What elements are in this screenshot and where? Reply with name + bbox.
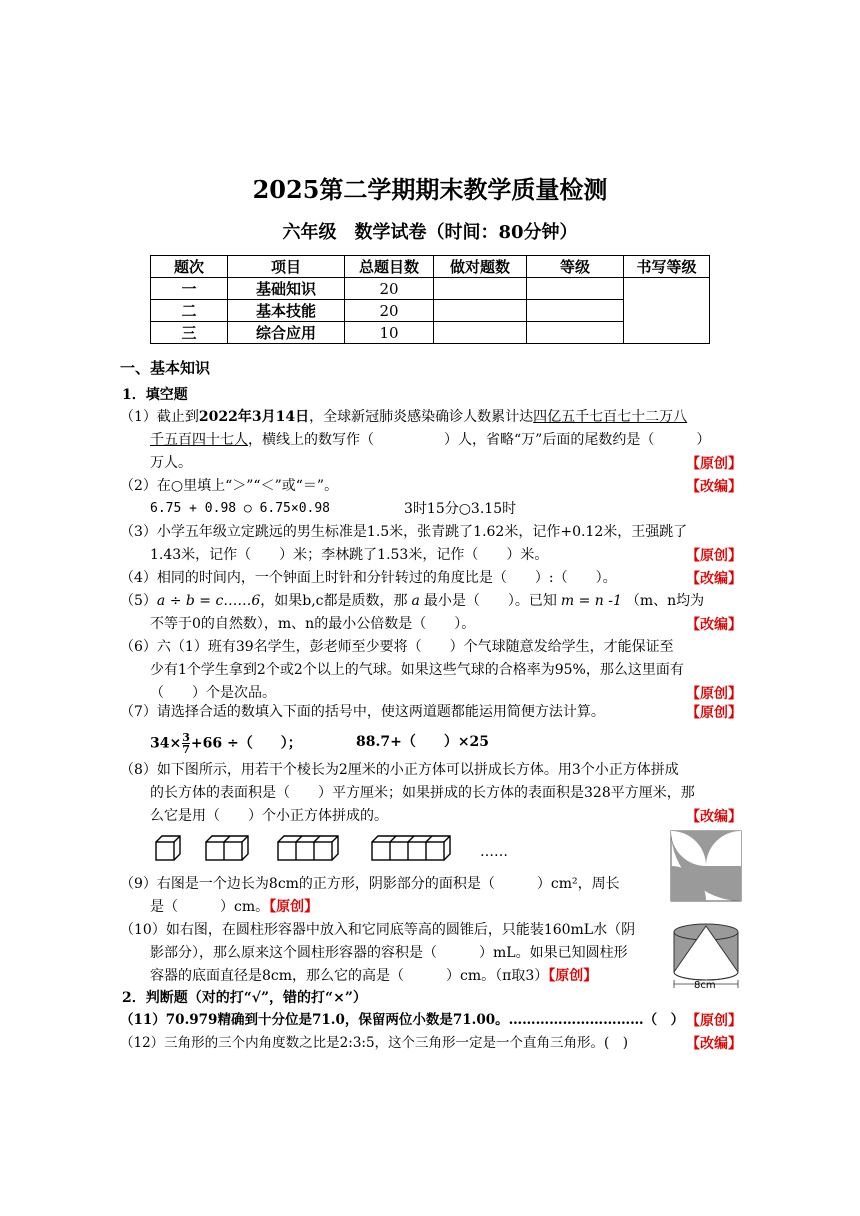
correct-cell[interactable]: [434, 278, 527, 300]
q1-date: 2022年3月14日: [198, 409, 310, 425]
cube-figures: [150, 832, 470, 862]
q8-line3: 么它是用（ ）个小正方体拼成的。: [150, 808, 388, 824]
correct-cell[interactable]: [434, 322, 527, 344]
grade-cell[interactable]: [527, 322, 624, 344]
q7-expr-part: 34×: [150, 735, 182, 752]
q7-tag: 【原创】: [686, 705, 742, 721]
writing-grade-cell[interactable]: [624, 278, 710, 344]
q6-line3: （ ）个是次品。: [150, 685, 276, 701]
exam-subtitle: 六年级 数学试卷（时间：80分钟）: [282, 222, 578, 243]
q10-text: 容器的底面直径是8cm，那么它的高是（ ）cm。（π取3）: [150, 968, 549, 984]
q5-line1: [120, 591, 704, 611]
q5-text: （5）: [120, 593, 157, 609]
score-table-header: [151, 256, 710, 278]
q1-tag: 【原创】: [686, 456, 742, 472]
q5-expr: m = n -1: [560, 593, 622, 609]
header-cell: 等级: [527, 256, 624, 278]
q8-tag: 【改编】: [686, 809, 742, 825]
square-shaded-figure: [670, 830, 742, 904]
section-heading: 一、基本知识: [120, 359, 211, 377]
q8-line2: 的长方体的表面积是（ ）平方厘米；如果拼成的长方体的表面积是328平方厘米，那: [150, 785, 695, 801]
q4-line1: （4）相同的时间内，一个钟面上时针和分针转过的角度比是（ ）:（ ）。: [120, 570, 617, 586]
q2-line1: （2）在○里填上“＞”“＜”或“＝”。: [120, 478, 339, 494]
q6-line1: （6）六（1）班有39名学生，彭老师至少要将（ ）个气球随意发给学生，才能保证至: [120, 639, 674, 655]
q5-tag: 【改编】: [686, 617, 742, 633]
q11-line1: （11）70.979精确到十分位是71.0，保留两位小数是71.00。…………………………（ ）: [120, 1012, 685, 1028]
q6-tag: 【原创】: [686, 686, 742, 702]
grade-cell[interactable]: [527, 300, 624, 322]
header-cell: 项目: [228, 256, 345, 278]
cube-row-1: [156, 836, 180, 860]
cylinder-diameter-label: 8cm: [694, 980, 716, 991]
subsection-true-false: 2．判断题（对的打“√”，错的打“×”）: [122, 990, 367, 1006]
row-num: 一: [151, 278, 228, 300]
row-total: 20: [345, 300, 434, 322]
q2-line2a: 6.75 + 0.98 ○ 6.75×0.98: [150, 501, 331, 516]
q8-line1: （8）如下图所示，用若干个棱长为2厘米的小正方体可以拼成长方体。用3个小正方体拼成: [120, 762, 679, 778]
q5-text: ，如果b,c都是质数，那: [260, 593, 408, 609]
exam-title: 2025第二学期期末教学质量检测: [252, 175, 608, 204]
q7-expr-part: +66 ÷（ ）；: [190, 735, 302, 752]
cube-row-2: [206, 836, 248, 860]
q1-line2: [150, 430, 710, 450]
cube-ellipsis: ……: [480, 844, 508, 860]
q10-line1: （10）如右图，在圆柱形容器中放入和它同底等高的圆锥后，只能装160mL水（阴: [120, 922, 636, 938]
q4-tag: 【改编】: [686, 571, 742, 587]
q1-line1: [120, 407, 687, 427]
row-total: 20: [345, 278, 434, 300]
q6-line2: 少有1个学生拿到2个或2个以上的气球。如果这些气球的合格率为95%，那么这里面有: [150, 662, 684, 678]
q1-line3: 万人。: [150, 455, 192, 471]
q7-expression2: 88.7+（ ）×25: [356, 734, 490, 750]
row-item: 基础知识: [228, 278, 345, 300]
header-cell: 做对题数: [434, 256, 527, 278]
q5-text: （m、n均为: [625, 593, 705, 609]
q5-line2: 不等于0的自然数），m、n的最小公倍数是（ ）。: [150, 616, 476, 632]
grade-cell[interactable]: [527, 278, 624, 300]
subsection-fill-blank: 1．填空题: [122, 387, 188, 403]
q1-text: ，全球新冠肺炎感染确诊人数累计达: [309, 409, 534, 425]
fraction-denominator: 7: [182, 743, 190, 756]
q7-expression1: [150, 732, 302, 755]
q9-tag: 【原创】: [269, 899, 319, 915]
correct-cell[interactable]: [434, 300, 527, 322]
row-num: 三: [151, 322, 228, 344]
q1-text: ，横线上的数写作（ ）人，省略“万”后面的尾数约是（ ）: [248, 432, 711, 448]
q10-tag: 【原创】: [548, 968, 598, 984]
header-cell: 题次: [151, 256, 228, 278]
row-total: 10: [345, 322, 434, 344]
q9-line1: （9）右图是一个边长为8cm的正方形，阴影部分的面积是（ ）cm²，周长: [120, 876, 620, 892]
header-cell: 总题目数: [345, 256, 434, 278]
q5-text: 最小是（ ）。已知: [423, 593, 557, 609]
q1-text: （1）截止到: [120, 409, 199, 425]
fraction: [182, 732, 190, 755]
q10-line2: 影部分），那么原来这个圆柱形容器的容积是（ ）mL。如果已知圆柱形: [150, 945, 628, 961]
cube-row-4: [372, 836, 450, 860]
q2-tag: 【改编】: [686, 479, 742, 495]
q2-line2b: 3时15分○3.15时: [404, 501, 517, 517]
q3-line2: 1.43米，记作（ ）米；李林跳了1.53米，记作（ ）米。: [150, 547, 549, 563]
row-item: 基本技能: [228, 300, 345, 322]
q3-tag: 【原创】: [686, 548, 742, 564]
q5-var: a: [411, 593, 420, 609]
q1-underlined-number: 四亿五千七百七十二万八: [533, 409, 688, 425]
cube-row-3: [278, 836, 338, 860]
q7-line1: （7）请选择合适的数填入下面的括号中，使这两道题都能运用简便方法计算。: [120, 704, 605, 720]
q12-tag: 【改编】: [686, 1036, 742, 1052]
q11-tag: 【原创】: [686, 1013, 742, 1029]
score-table: [150, 255, 710, 344]
q12-line1: （12）三角形的三个内角度数之比是2:3:5，这个三角形一定是一个直角三角形。( ): [120, 1035, 629, 1051]
q1-underlined-number: 千五百四十七人: [150, 432, 248, 448]
fraction-numerator: 3: [182, 731, 190, 744]
q3-line1: （3）小学五年级立定跳远的男生标准是1.5米，张青跳了1.62米，记作+0.12米，王强跳了: [120, 524, 688, 540]
table-row: [151, 278, 710, 300]
row-num: 二: [151, 300, 228, 322]
q10-line3: [150, 966, 597, 986]
q9-line2: [150, 897, 318, 917]
q5-expr: a ÷ b = c……6: [156, 593, 261, 609]
row-item: 综合应用: [228, 322, 345, 344]
header-cell: 书写等级: [624, 256, 710, 278]
q9-text: 是（ ）cm。: [150, 899, 270, 915]
